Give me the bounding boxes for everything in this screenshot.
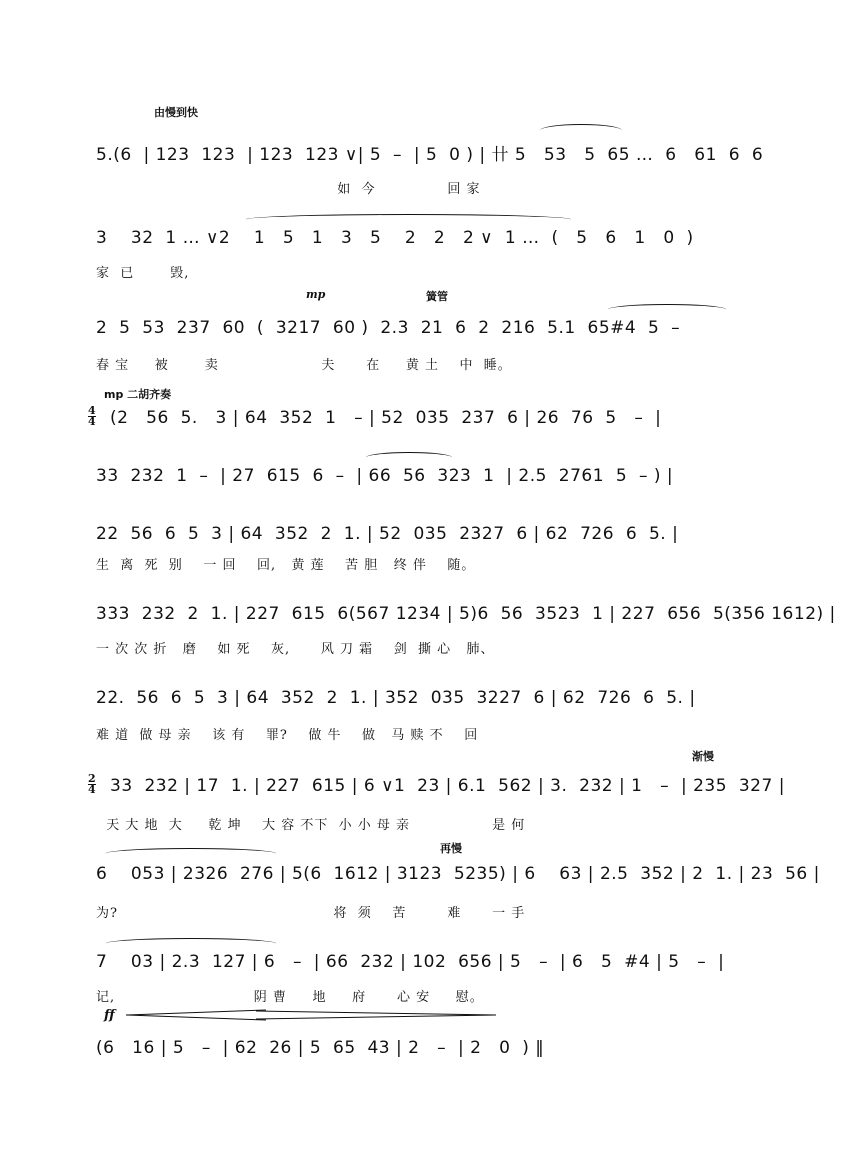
lyric-line: 如 今 回 家 [96, 182, 481, 197]
tempo-mark: 再慢 [440, 842, 462, 855]
instrument-mark: mp 二胡齐奏 [104, 388, 172, 401]
dynamic-mark: mp [306, 288, 326, 301]
slur [540, 124, 622, 137]
lyric-line: 天 大 地 大 乾 坤 大 容 不下 小 小 母 亲 是 何 [96, 818, 526, 833]
notes-line: 2 5 53 237 60 ( 3217 60 ) 2.3 21 6 2 216 5.1 65#4 5 – [96, 318, 681, 338]
slur [106, 938, 276, 949]
slur [246, 214, 571, 225]
lyric-line: 为? 将 须 苦 难 一 手 [96, 906, 526, 921]
notes-line: 6 053 | 2326 276 | 5(6 1612 | 3123 5235) | 6 63 | 2.5 352 | 2 1. | 23 56 | [96, 864, 820, 884]
notes-line: 22. 56 6 5 3 | 64 352 2 1. | 352 035 3227 6 | 62 726 6 5. | [96, 688, 696, 708]
lyric-line: 记, 阴 曹 地 府 心 安 慰。 [96, 990, 484, 1005]
slur [106, 848, 276, 859]
notes-line: 5.(6 | 123 123 | 123 123 ∨| 5 – | 5 0 ) | 卄 5 53 5 65 … 6 61 6 6 [96, 145, 764, 165]
tempo-mark: 由慢到快 [154, 106, 198, 119]
notes-line: 7 03 | 2.3 127 | 6 – | 66 232 | 102 656 | 5 – | 6 5 #4 | 5 – | [96, 952, 725, 972]
crescendo-hairpin [126, 1008, 266, 1022]
time-signature: 2 4 [88, 772, 96, 796]
notes-line: (6 16 | 5 – | 62 26 | 5 65 43 | 2 – | 2 0 ) ‖ [96, 1038, 545, 1058]
tempo-mark: 渐慢 [692, 750, 714, 763]
slur [366, 452, 452, 463]
notes-line: 333 232 2 1. | 227 615 6(567 1234 | 5)6 56 3523 1 | 227 656 5(356 1612) | [96, 604, 836, 624]
decrescendo-hairpin [256, 1008, 496, 1022]
slur [608, 304, 726, 315]
lyric-line: 春 宝 被 卖 夫 在 黄 土 中 睡。 [96, 358, 512, 373]
lyric-line: 生 离 死 别 一 回 回, 黄 莲 苦 胆 终 伴 随。 [96, 558, 476, 573]
instrument-mark: 簧管 [426, 290, 448, 303]
notes-line: 22 56 6 5 3 | 64 352 2 1. | 52 035 2327 6 | 62 726 6 5. | [96, 524, 679, 544]
notes-line: 33 232 1 – | 27 615 6 – | 66 56 323 1 | 2.5 2761 5 – ) | [96, 466, 674, 486]
notes-line: (2 56 5. 3 | 64 352 1 – | 52 035 237 6 | 26 76 5 – | [110, 408, 662, 428]
lyric-line: 难 道 做 母 亲 该 有 罪? 做 牛 做 马 赎 不 回 [96, 728, 479, 743]
dynamic-mark: ff [104, 1008, 115, 1023]
notes-line: 33 232 | 17 1. | 227 615 | 6 ∨1 23 | 6.1 562 | 3. 232 | 1 – | 235 327 | [110, 776, 785, 796]
time-signature: 4 4 [88, 404, 96, 428]
lyric-line: 家 已 毁, [96, 266, 190, 281]
lyric-line: 一 次 次 折 磨 如 死 灰, 风 刀 霜 剑 撕 心 肺、 [96, 642, 495, 657]
notes-line: 3 32 1 … ∨2 1 5 1 3 5 2 2 2 ∨ 1 … ( 5 6 1 0 ) [96, 228, 694, 248]
